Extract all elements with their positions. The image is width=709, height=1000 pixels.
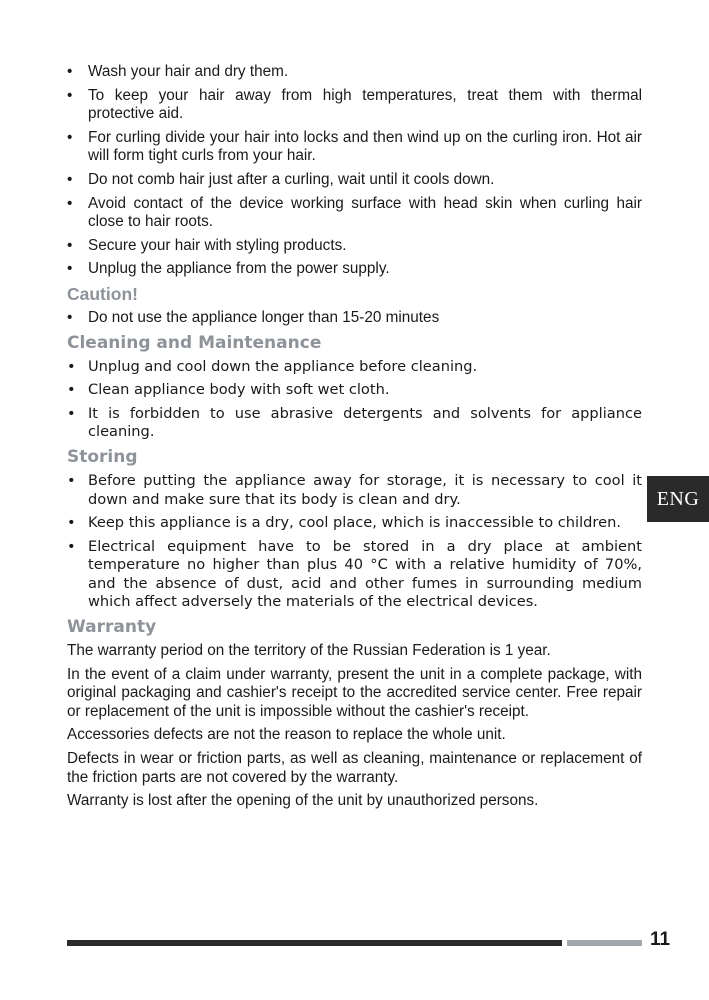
list-item: • It is forbidden to use abrasive detergents and solvents for appliance cleaning.: [67, 405, 642, 442]
warranty-heading: Warranty: [67, 617, 157, 638]
list-item: • Avoid contact of the device working surface with head skin when curling hair close to hair roots.: [67, 195, 642, 232]
storing-list: [67, 472, 642, 612]
list-item: • Wash your hair and dry them.: [67, 63, 642, 82]
cleaning-heading: Cleaning and Maintenance: [67, 332, 322, 353]
list-item: • Do not comb hair just after a curling, wait until it cools down.: [67, 171, 642, 190]
list-item: • Unplug the appliance from the power supply.: [67, 260, 642, 279]
warranty-paragraph: Warranty is lost after the opening of the unit by unauthorized persons.: [67, 792, 539, 810]
list-item: • Before putting the appliance away for storage, it is necessary to cool it down and make sure that its body is clean and dry.: [67, 472, 642, 509]
page-number: 11: [650, 929, 671, 950]
cleaning-list: [67, 358, 642, 442]
list-item: • Secure your hair with styling products.: [67, 237, 642, 256]
warranty-paragraph: The warranty period on the territory of the Russian Federation is 1 year.: [67, 642, 551, 660]
storing-heading: Storing: [67, 446, 138, 467]
caution-heading: Caution!: [67, 283, 138, 304]
footer-bar: [67, 940, 562, 946]
list-item: • Keep this appliance is a dry, cool place, which is inaccessible to children.: [67, 514, 642, 533]
warranty-paragraph: Accessories defects are not the reason to replace the whole unit.: [67, 726, 506, 744]
list-item: • To keep your hair away from high temperatures, treat them with thermal protective aid.: [67, 87, 642, 124]
list-item: • Unplug and cool down the appliance before cleaning.: [67, 358, 642, 377]
caution-list: [67, 309, 642, 328]
warranty-paragraph: In the event of a claim under warranty, present the unit in a complete package, with original packaging and cashier's receipt to the accredited service center. Free repair or replacement of the unit is impossible without the cashier's receipt.: [67, 665, 642, 720]
usage-tips-list: [67, 63, 642, 279]
warranty-paragraph: Defects in wear or friction parts, as well as cleaning, maintenance or replacement of the friction parts are not covered by the warranty.: [67, 750, 642, 786]
language-tab: ENG: [647, 476, 709, 522]
manual-page-content: [67, 63, 642, 816]
list-item: • For curling divide your hair into locks and then wind up on the curling iron. Hot air will form tight curls from your hair.: [67, 129, 642, 166]
list-item: • Do not use the appliance longer than 15-20 minutes: [67, 309, 642, 328]
list-item: • Electrical equipment have to be stored in a dry place at ambient temperature no higher than plus 40 °C with a relative humidity of 70%, and the absence of dust, acid and other fumes in surrounding medium which affect adversely the materials of the electrical devices.: [67, 538, 642, 612]
list-item: • Clean appliance body with soft wet cloth.: [67, 381, 642, 400]
footer-bar-accent: [567, 940, 642, 946]
